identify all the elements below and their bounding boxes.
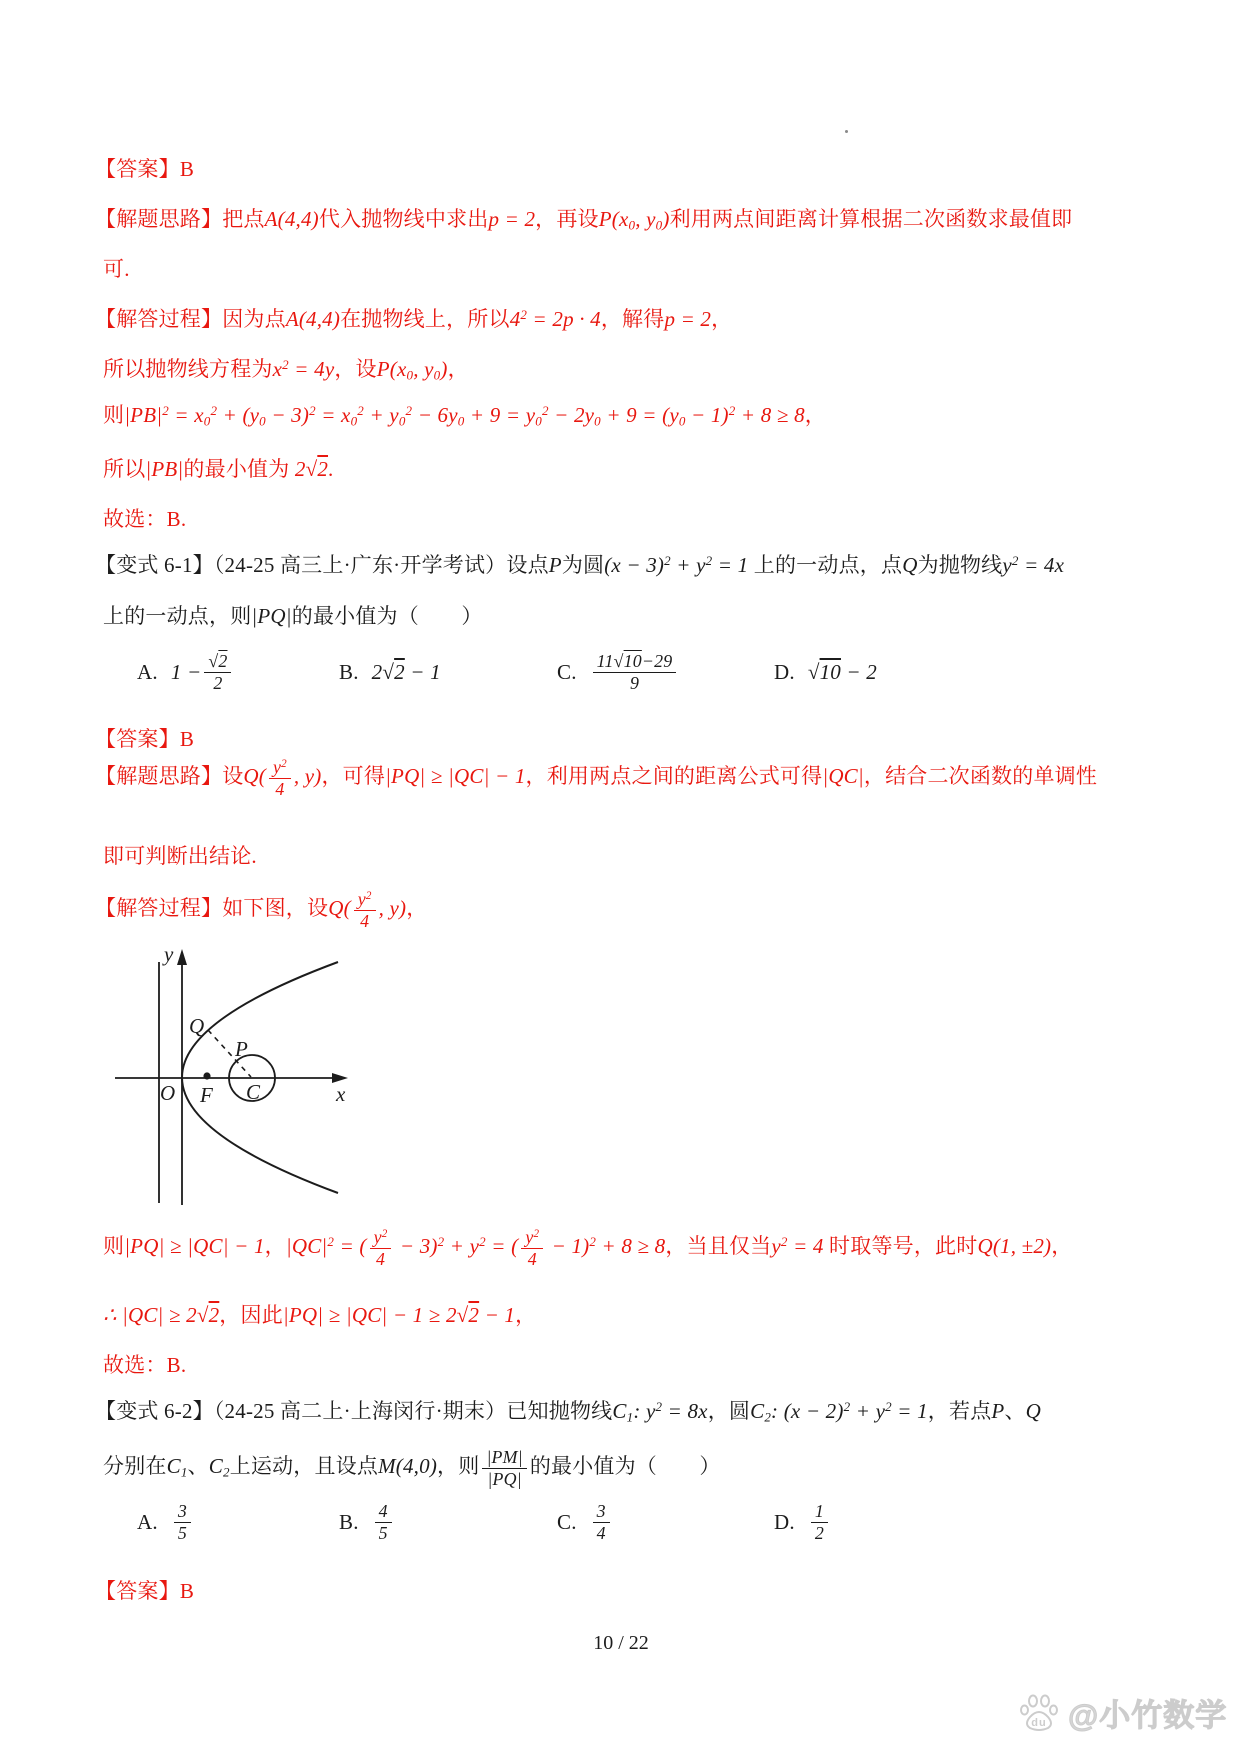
option-b: B. $\frac{4}{5}$ (339, 1502, 557, 1542)
watermark-handle: @小竹数学 (1068, 1698, 1228, 1733)
solution-line-1a: 【解答过程】因为点A(4,4)在抛物线上，所以$4^2 = 2p \cdot 4$，解得p = 2， (95, 306, 733, 331)
analysis-line-1: 【解题思路】把点A(4,4)代入抛物线中求出p = 2，再设$P(x_0$, $y_0$)利用两点间距离计算根据二次函数求最值即 (95, 207, 1073, 233)
y-axis-arrow (177, 949, 187, 965)
analysis-line-2b: 即可判断出结论. (103, 844, 257, 868)
option-b: B. 2√2 − 1 (339, 659, 441, 684)
answer-line-2: 【答案】B (95, 727, 195, 751)
variant-6-1-line-1: 【变式 6-1】（24-25 高三上·广东·开学考试）设点P为圆$(x - 3)^2 + y^2 = 1$ 上的一动点，点Q为抛物线$y^2 = 4x$ (95, 552, 1065, 577)
baidu-paw-icon (1020, 1693, 1062, 1733)
analysis-line-2: 【解题思路】设Q( $\frac{y^2}{4}$ , y)，可得|PQ| ≥ |QC| − 1，利用两点之间的距离公式可得|QC|，结合二次函数的单调性 (95, 757, 1098, 799)
option-c: C. $\frac{11√10-29}{9}$ (557, 652, 774, 692)
paw-du-text: du (1031, 1716, 1047, 1729)
watermark (1020, 1690, 1227, 1735)
option-d: D. $\frac{1}{2}$ (774, 1502, 831, 1542)
label-y-axis: y (164, 943, 174, 966)
variant-6-2-options (137, 1502, 831, 1542)
label-focus: F (200, 1083, 213, 1107)
variant-6-1-options (137, 652, 877, 692)
label-center: C (246, 1080, 261, 1104)
variant-6-2-line-1: 【变式 6-2】（24-25 高二上·上海闵行·期末）已知抛物线$C_1$: $y^2 = 8x$，圆$C_2$: $(x - 2)^2 + y^2 = 1$，若点P、Q (95, 1398, 1042, 1425)
solution-line-2b: 则|PQ| ≥ |QC| − 1，$|QC|^2$ = ( $\frac{y^2}{4}$ − $3)^2 + y^2$ = ( $\frac{y^2}{4}$ − 1)$^2$ + 8 ≥ 8，当且仅当$y^2 = 4$ 时取等号，此时Q(1, ±2)， (103, 1227, 1073, 1269)
option-a: A. $\frac{3}{5}$ (137, 1502, 339, 1542)
choice-line-2: 故选：B. (103, 1353, 187, 1377)
parabola-figure (100, 943, 360, 1209)
label-point-p: P (235, 1037, 248, 1061)
answer-line-3: 【答案】B (95, 1579, 195, 1603)
solution-line-2a: 【解答过程】如下图，设Q( $\frac{y^2}{4}$ , y)， (95, 889, 428, 931)
label-origin: O (160, 1081, 176, 1105)
page-number: 10 / 22 (593, 1632, 649, 1654)
choice-line-1: 故选：B. (103, 507, 187, 531)
option-d: D. √10 − 2 (774, 659, 877, 684)
variant-6-2-line-2: 分别在$C_1$、$C_2$上运动，且设点M(4,0)，则 $\frac{|PM|}{|PQ|}$ 的最小值为（ ） (103, 1447, 721, 1489)
solution-line-1b: 所以抛物线方程为$x^2 = 4y$，设$P(x_0$, $y_0$)， (103, 356, 469, 383)
scan-speck (845, 130, 848, 133)
variant-6-1-line-2: 上的一动点，则|PQ|的最小值为（ ） (103, 604, 483, 628)
solution-line-2c: ∴ |QC| ≥ 2√2，因此|PQ| ≥ |QC| − 1 ≥ 2√2 − 1， (103, 1303, 537, 1327)
solution-line-1c: 则$|PB|^2 = x_0^2 + (y_0 - 3)^2 = x_0^2 + y_0^2 - 6y_0 + 9 = y_0^2 - 2y_0 + 9 = (y_0 - 1)^2 + 8 \ge 8$， (103, 402, 826, 429)
analysis-line-1b: 可. (103, 257, 130, 281)
answer-line-1: 【答案】B (95, 157, 195, 181)
label-x-axis: x (336, 1082, 346, 1106)
focus-dot (203, 1072, 210, 1079)
option-c: C. $\frac{3}{4}$ (557, 1502, 774, 1542)
label-point-q: Q (189, 1014, 205, 1038)
option-a: A. 1 − $\frac{√2}{2}$ (137, 652, 339, 692)
solution-line-1d: 所以|PB|的最小值为 2√2. (103, 457, 334, 481)
